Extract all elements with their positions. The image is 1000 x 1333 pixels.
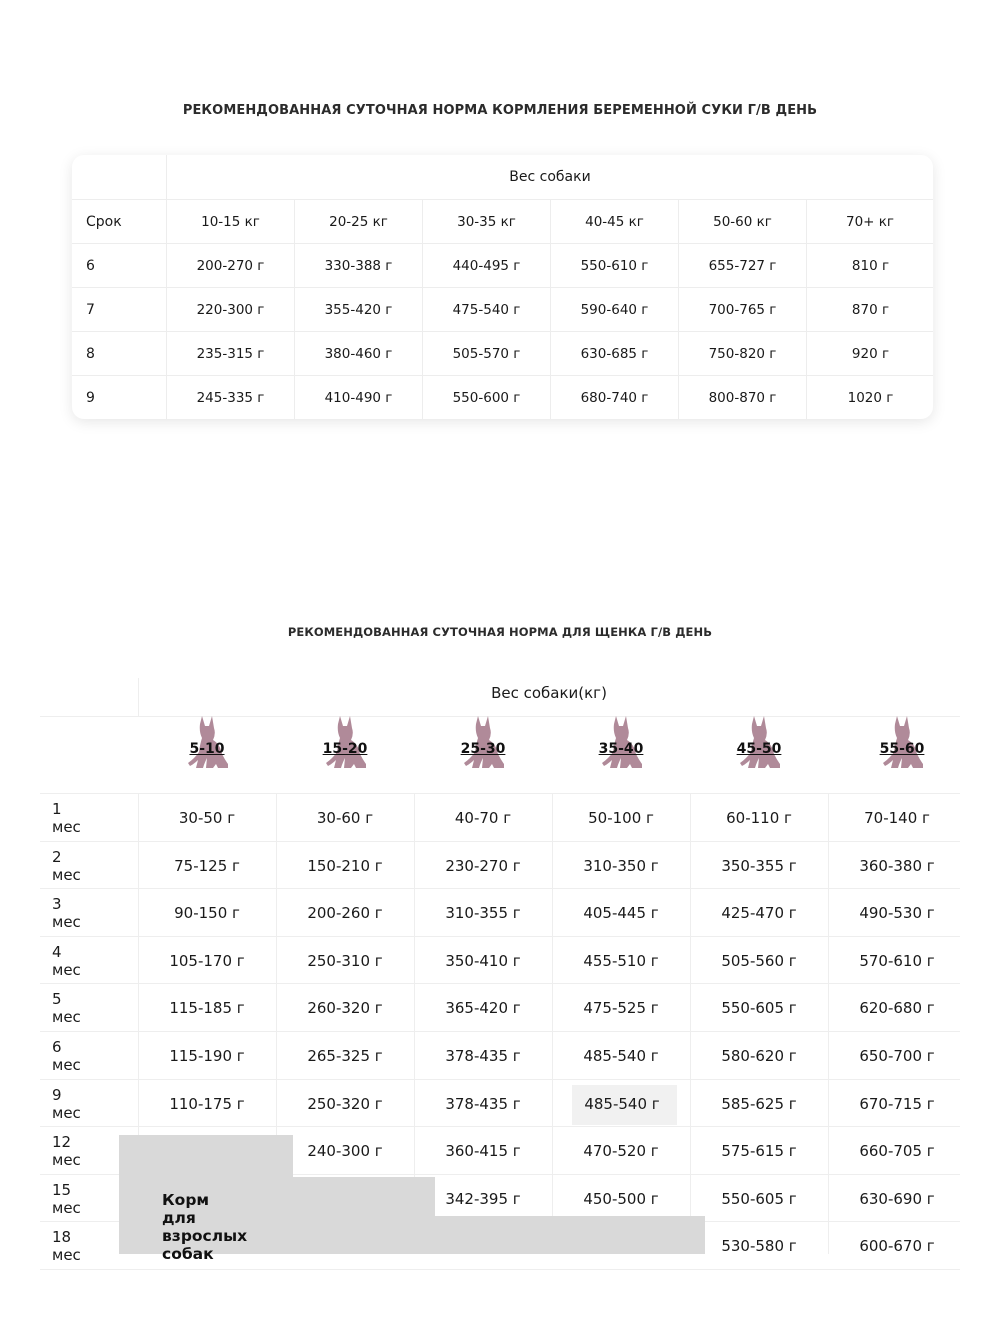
amount-cell: 580-620 г (721, 1046, 797, 1065)
amount-cell: 650-700 г (859, 1046, 935, 1065)
dog-silhouette-icon (877, 710, 927, 770)
amount-cell: 235-315 г (166, 332, 294, 375)
amount-cell: 360-415 г (445, 1141, 521, 1160)
amount-cell: 425-470 г (721, 903, 797, 922)
amount-cell: 220-300 г (166, 288, 294, 331)
amount-cell: 600-670 г (859, 1236, 935, 1255)
amount-cell: 450-500 г (583, 1189, 659, 1208)
amount-cell: 530-580 г (721, 1236, 797, 1255)
amount-cell: 342-395 г (445, 1189, 521, 1208)
amount-cell: 505-570 г (422, 332, 550, 375)
dog-silhouette-icon (596, 710, 646, 770)
amount-cell: 630-685 г (550, 332, 678, 375)
table-row (72, 375, 933, 419)
age-cell: 1 мес (52, 799, 81, 836)
pregnancy-table (72, 155, 933, 419)
grid-line (138, 716, 960, 717)
age-cell: 15 мес (52, 1180, 81, 1217)
amount-cell: 250-310 г (307, 951, 383, 970)
term-cell: 6 (86, 257, 95, 274)
amount-cell: 365-420 г (445, 998, 521, 1017)
weight-group-header: Вес собаки(кг) (491, 684, 607, 702)
dog-icon (596, 710, 646, 770)
amount-cell: 475-540 г (422, 288, 550, 331)
age-cell: 18 мес (52, 1227, 81, 1264)
amount-cell: 440-495 г (422, 244, 550, 287)
amount-cell: 550-605 г (721, 1189, 797, 1208)
weight-group-label: 15-20 (322, 741, 368, 757)
amount-cell: 590-640 г (550, 288, 678, 331)
weight-column-header: 50-60 кг (678, 200, 806, 243)
amount-cell: 115-185 г (169, 998, 245, 1017)
age-cell: 12 мес (52, 1132, 81, 1169)
amount-cell: 470-520 г (583, 1141, 659, 1160)
amount-cell: 550-600 г (422, 376, 550, 419)
term-cell: 9 (86, 389, 95, 406)
amount-cell: 260-320 г (307, 998, 383, 1017)
amount-cell: 620-680 г (859, 998, 935, 1017)
dog-icon (877, 710, 927, 770)
amount-cell: 230-270 г (445, 856, 521, 875)
weight-group-label: 5-10 (189, 741, 225, 757)
amount-cell: 200-270 г (166, 244, 294, 287)
age-cell: 9 мес (52, 1085, 81, 1122)
weight-group-label: 25-30 (460, 741, 506, 757)
amount-cell: 355-420 г (294, 288, 422, 331)
weight-group-label: 55-60 (879, 741, 925, 757)
amount-cell: 405-445 г (583, 903, 659, 922)
pregnancy-table-title: РЕКОМЕНДОВАННАЯ СУТОЧНАЯ НОРМА КОРМЛЕНИЯ БЕРЕМЕННОЙ СУКИ Г/В ДЕНЬ (182, 103, 818, 118)
amount-cell: 105-170 г (169, 951, 245, 970)
weight-column-header: 40-45 кг (550, 200, 678, 243)
amount-cell: 700-765 г (678, 288, 806, 331)
term-cell: 8 (86, 345, 95, 362)
amount-cell: 810 г (806, 244, 934, 287)
grid-line (40, 716, 138, 717)
amount-cell: 550-610 г (550, 244, 678, 287)
header-row (72, 199, 933, 243)
dog-icon (320, 710, 370, 770)
amount-cell: 920 г (806, 332, 934, 375)
amount-cell: 660-705 г (859, 1141, 935, 1160)
dog-silhouette-icon (458, 710, 508, 770)
amount-cell: 575-615 г (721, 1141, 797, 1160)
age-cell: 5 мес (52, 989, 81, 1026)
dog-icon (458, 710, 508, 770)
amount-cell: 505-560 г (721, 951, 797, 970)
amount-cell: 60-110 г (726, 808, 792, 827)
adult-food-label: Корм для взрослых собак (162, 1191, 248, 1263)
amount-cell: 378-435 г (445, 1094, 521, 1113)
amount-cell: 670-715 г (859, 1094, 935, 1113)
amount-cell: 50-100 г (588, 808, 654, 827)
age-cell: 2 мес (52, 847, 81, 884)
puppy-table-title: РЕКОМЕНДОВАННАЯ СУТОЧНАЯ НОРМА ДЛЯ ЩЕНКА Г/В ДЕНЬ (287, 625, 713, 639)
adult-food-area (119, 1135, 293, 1178)
table-row (72, 243, 933, 287)
amount-cell: 245-335 г (166, 376, 294, 419)
amount-cell: 485-540 г (584, 1094, 660, 1113)
weight-column-header: 20-25 кг (294, 200, 422, 243)
amount-cell: 585-625 г (721, 1094, 797, 1113)
dog-icon (182, 710, 232, 770)
amount-cell: 90-150 г (174, 903, 240, 922)
amount-cell: 1020 г (806, 376, 934, 419)
amount-cell: 350-355 г (721, 856, 797, 875)
dog-icon (734, 710, 784, 770)
amount-cell: 115-190 г (169, 1046, 245, 1065)
dog-silhouette-icon (320, 710, 370, 770)
amount-cell: 455-510 г (583, 951, 659, 970)
amount-cell: 655-727 г (678, 244, 806, 287)
amount-cell: 30-50 г (178, 808, 236, 827)
weight-group-label: 45-50 (736, 741, 782, 757)
table-row (72, 287, 933, 331)
amount-cell: 485-540 г (583, 1046, 659, 1065)
weight-column-header: 70+ кг (806, 200, 933, 243)
amount-cell: 800-870 г (678, 376, 806, 419)
amount-cell: 330-388 г (294, 244, 422, 287)
amount-cell: 250-320 г (307, 1094, 383, 1113)
amount-cell: 30-60 г (316, 808, 374, 827)
amount-cell: 475-525 г (583, 998, 659, 1017)
amount-cell: 310-355 г (445, 903, 521, 922)
amount-cell: 378-435 г (445, 1046, 521, 1065)
amount-cell: 200-260 г (307, 903, 383, 922)
age-cell: 6 мес (52, 1037, 81, 1074)
amount-cell: 240-300 г (307, 1141, 383, 1160)
weight-column-header: 30-35 кг (422, 200, 550, 243)
amount-cell: 310-350 г (583, 856, 659, 875)
weight-group-label: 35-40 (598, 741, 644, 757)
amount-cell: 265-325 г (307, 1046, 383, 1065)
dog-silhouette-icon (182, 710, 232, 770)
amount-cell: 680-740 г (550, 376, 678, 419)
amount-cell: 380-460 г (294, 332, 422, 375)
amount-cell: 630-690 г (859, 1189, 935, 1208)
amount-cell: 70-140 г (864, 808, 930, 827)
amount-cell: 410-490 г (294, 376, 422, 419)
age-cell: 3 мес (52, 894, 81, 931)
amount-cell: 750-820 г (678, 332, 806, 375)
amount-cell: 40-70 г (454, 808, 512, 827)
amount-cell: 150-210 г (307, 856, 383, 875)
amount-cell: 550-605 г (721, 998, 797, 1017)
table-row (72, 331, 933, 375)
dog-silhouette-icon (734, 710, 784, 770)
amount-cell: 490-530 г (859, 903, 935, 922)
amount-cell: 110-175 г (169, 1094, 245, 1113)
weight-column-header: 10-15 кг (166, 200, 294, 243)
term-cell: 7 (86, 301, 95, 318)
age-cell: 4 мес (52, 942, 81, 979)
amount-cell: 570-610 г (859, 951, 935, 970)
term-header: Срок (86, 213, 122, 230)
amount-cell: 870 г (806, 288, 934, 331)
grid-line (40, 1269, 960, 1270)
amount-cell: 350-410 г (445, 951, 521, 970)
weight-group-header: Вес собаки (166, 155, 933, 199)
amount-cell: 75-125 г (174, 856, 240, 875)
amount-cell: 360-380 г (859, 856, 935, 875)
